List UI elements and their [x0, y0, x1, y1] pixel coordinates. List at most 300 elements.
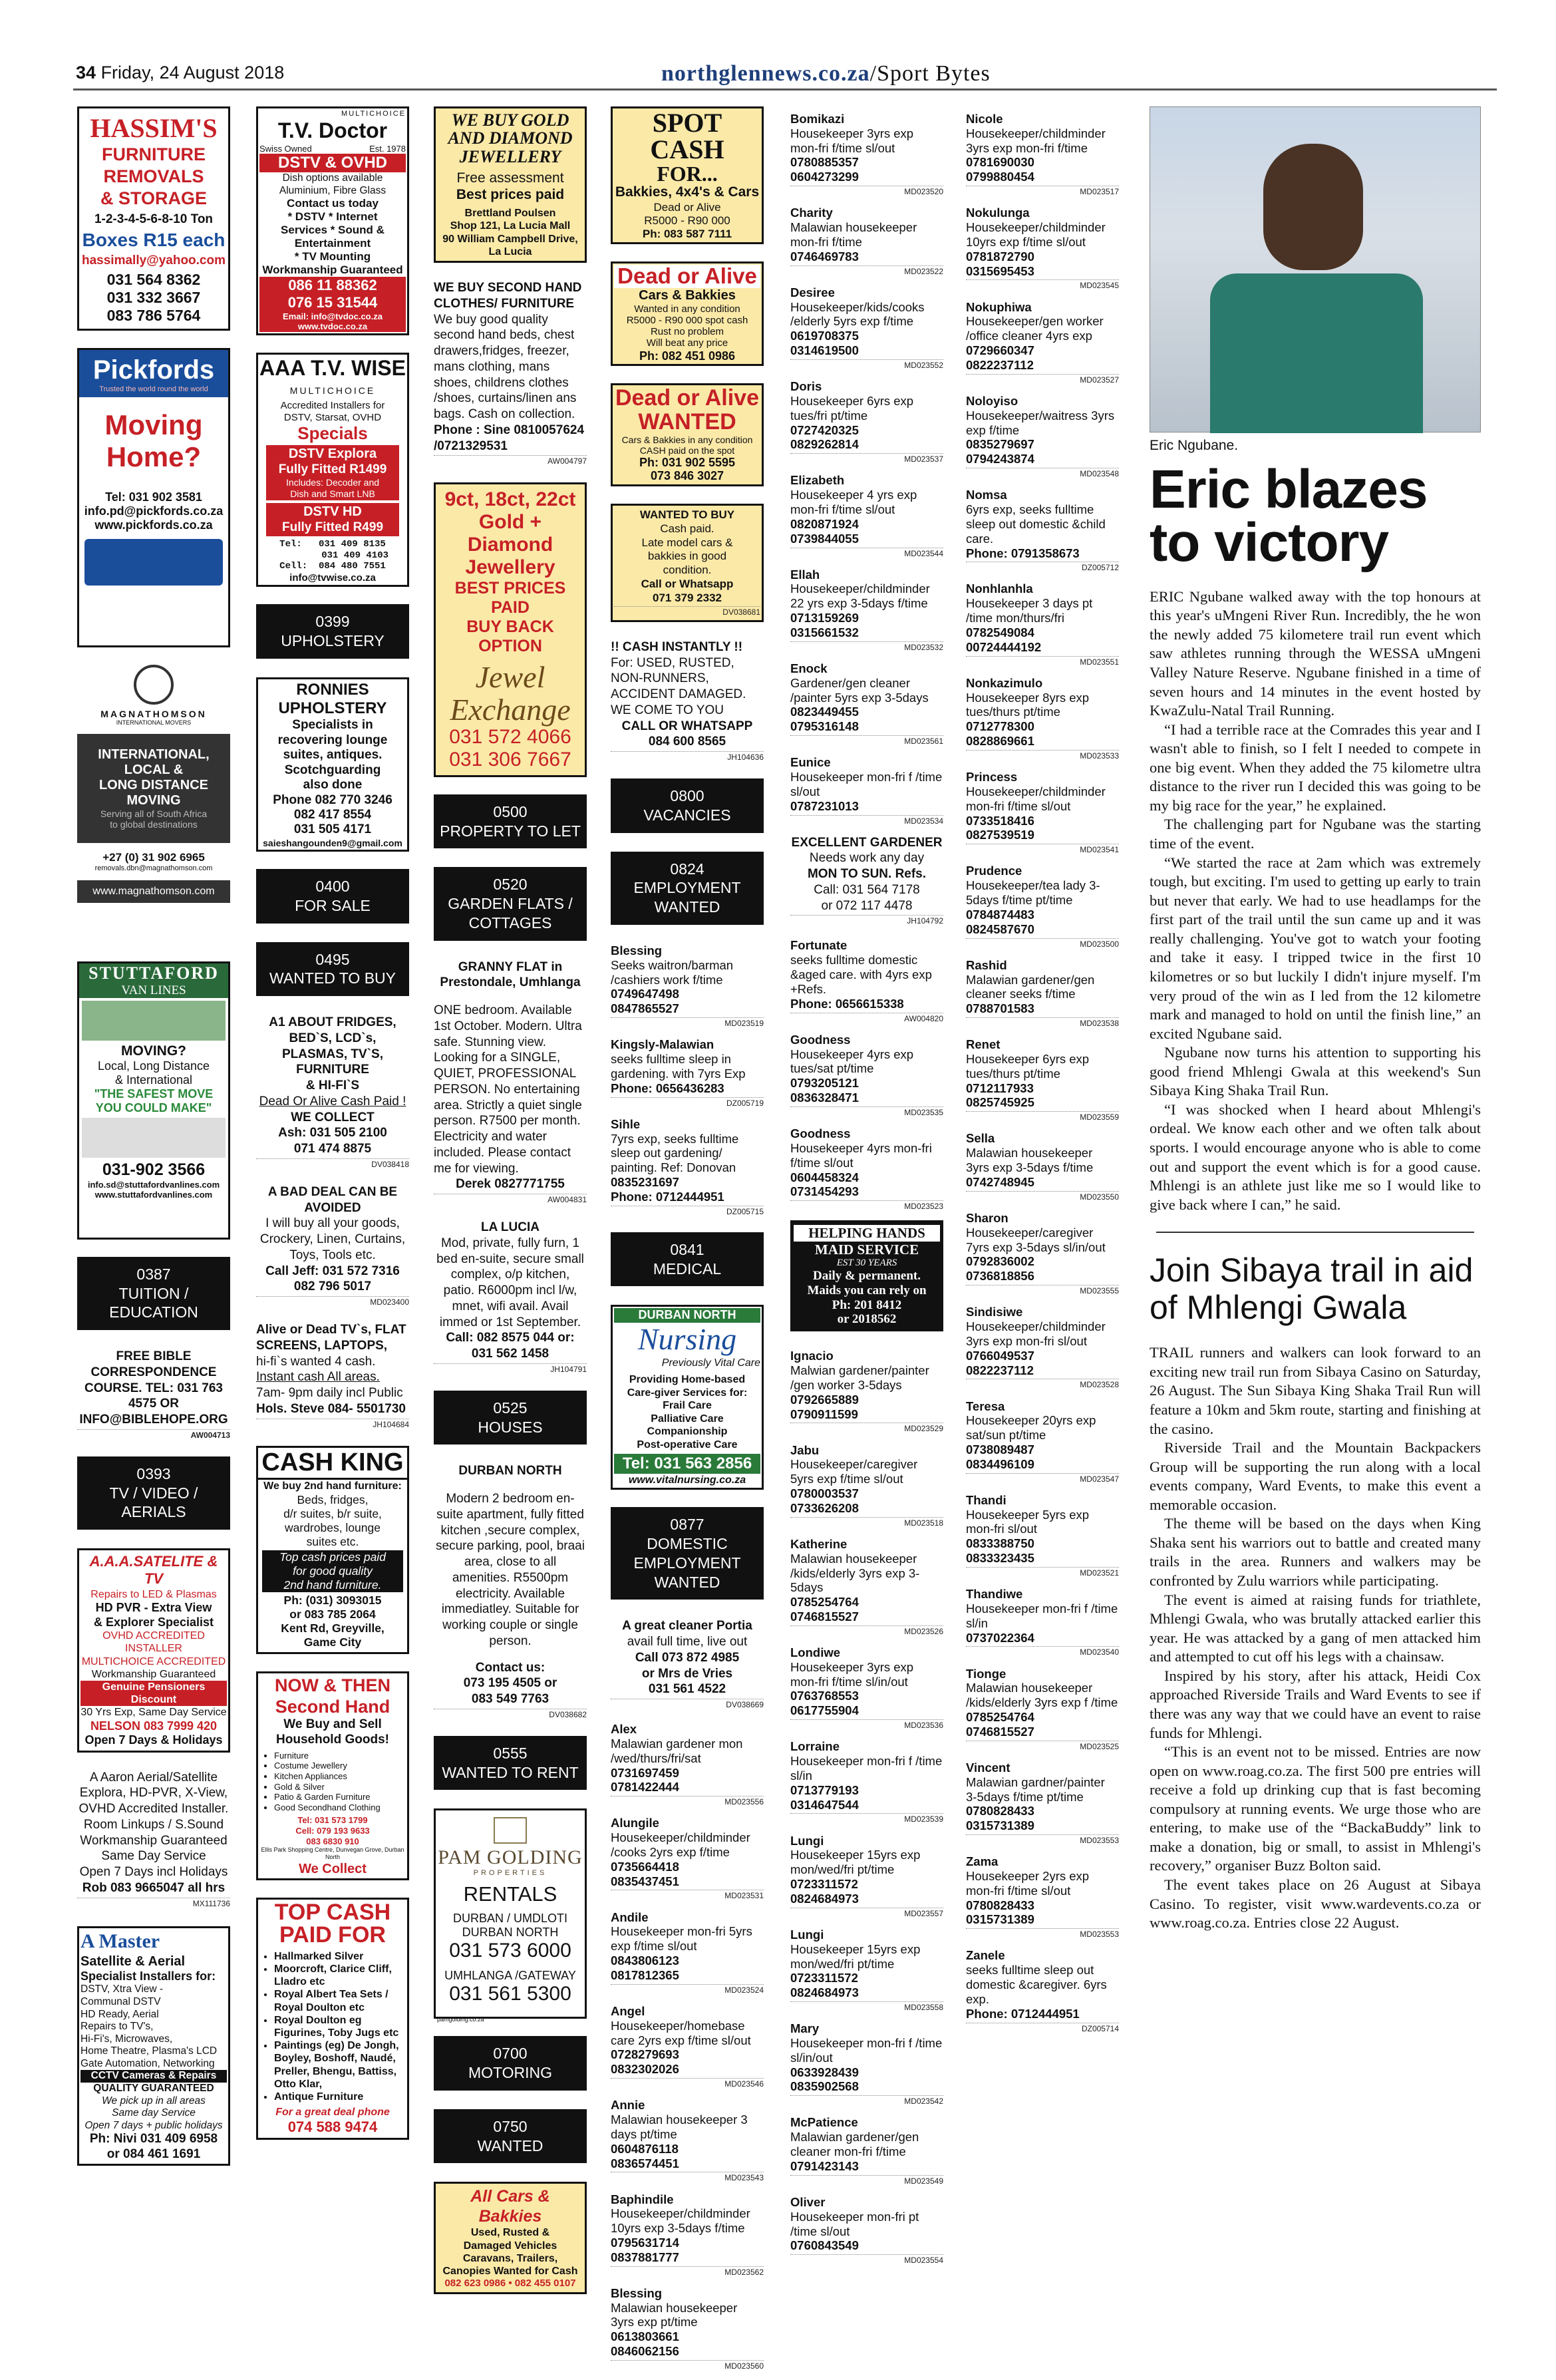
entry-ref: MD023551 — [966, 656, 1119, 667]
entry-phone: 0785254764 — [966, 1710, 1034, 1725]
entry-description: Housekeeper/childminder mon-fri f/time sl/out — [966, 784, 1106, 813]
entry-ref: MD023500 — [966, 938, 1119, 949]
entry-phone: 0836574451 — [611, 2156, 679, 2170]
entry-description: Housekeeper/homebase care 2yrs exp f/time sl/out — [611, 2018, 751, 2047]
domestic-employment-list — [611, 1722, 764, 2371]
eric-ngubane-photo — [1150, 106, 1481, 432]
classified-entry — [966, 958, 1119, 1028]
entry-phone: 0794243874 — [966, 452, 1034, 466]
section-header-0555: 0555 WANTED TO RENT — [434, 1736, 587, 1790]
entry-name: Nonhlanhla — [966, 582, 1033, 596]
classified-entry — [966, 1305, 1119, 1389]
entry-name: Doris — [790, 379, 822, 394]
entry-ref: MD023561 — [790, 735, 943, 746]
classified-entry — [966, 864, 1119, 948]
entry-name: Annie — [611, 2098, 645, 2113]
pam-golding-logo-icon — [494, 1817, 527, 1844]
entry-ref: MD023552 — [790, 359, 943, 370]
entry-description: Seeks waitron/barman /cashiers work f/time — [611, 957, 734, 987]
entry-phone: 0792665889 — [790, 1392, 859, 1407]
entry-phone: 0836328471 — [790, 1091, 859, 1105]
magnathomson-logo-icon — [134, 665, 174, 705]
entry-ref: MD023534 — [790, 815, 943, 826]
entry-name: Oliver — [790, 2194, 826, 2209]
entry-phone: 0713779193 — [790, 1783, 859, 1797]
section-header-0500: 0500 PROPERTY TO LET — [434, 794, 587, 849]
entry-phone: 0315661532 — [790, 625, 859, 639]
entry-ref: MD023553 — [966, 1834, 1119, 1845]
pickfords-ad: Pickfords Trusted the world round the world Moving Home? Tel: 031 902 3581 info.pd@pickfords.co.za www.pickfords.co.za — [77, 348, 230, 647]
classified-entry — [790, 285, 943, 370]
entry-description: Housekeeper 2yrs exp mon-fri f/time sl/out — [966, 1868, 1090, 1898]
classifieds-column-6 — [966, 112, 1119, 2043]
entry-phone: 0736818856 — [966, 1269, 1034, 1283]
entry-description: Housekeeper/kids/cooks /elderly 5yrs exp f/time — [790, 299, 925, 329]
list-item: • Good Secondhand Clothing — [274, 1802, 403, 1813]
entry-phone: 0835231697 — [611, 1175, 679, 1190]
classified-entry — [966, 1493, 1119, 1578]
now-and-then-ad: NOW & THEN Second Hand We Buy and Sell Household Goods! • Furniture • Costume Jewellery • Kitchen Appliances • Gold & Silver • Patio & Garden Furniture • Good Secondhand Clothing Tel: 031 573 1799 Cell: 079 193 9633 083 6830 910 Ellis Park Shopping Centre, Dunvegan Grove, Durban North We Collect — [256, 1671, 409, 1880]
entry-phone: 0781872790 — [966, 249, 1034, 263]
headline-eric-blazes: Eric blazes to victory — [1150, 459, 1428, 574]
entry-phone: Phone: 0712444951 — [611, 1189, 724, 1204]
entry-description: Housekeeper/childminder 3yrs exp mon-fri sl/out — [966, 1319, 1106, 1348]
classified-entry — [966, 1037, 1119, 1122]
section-header-0525: 0525 HOUSES — [434, 1391, 587, 1445]
classifieds-column-4 — [611, 106, 764, 2380]
aaron-aerial-ad: A Aaron Aerial/Satellite Explora, HD-PVR, X-View, OVHD Accredited Installer. Room Linkups / S.Sound Workmanship Guaranteed Same Day Service Open 7 Days incl Holidays Rob 083 9665047 all hrs MX111736 — [77, 1770, 230, 1909]
aaa-satelite-ad: A.A.A.SATELITE & TV Repairs to LED & Plasmas HD PVR - Extra View & Explorer Specialist OVHD ACCREDITED INSTALLER MULTICHOICE ACCREDITED Workmanship Guaranteed Genuine Pensioners Discount 30 Yrs Exp, Same Day Service NELSON 083 7999 420 Open 7 Days & Holidays — [77, 1548, 230, 1753]
entry-description: Housekeeper 3yrs exp mon-fri f/time sl/out — [790, 126, 914, 155]
entry-name: Ignacio — [790, 1349, 834, 1363]
classified-entry — [790, 1834, 943, 1918]
list-item: • Royal Doulton eg Figurines, Toby Jugs etc — [274, 2014, 403, 2039]
classifieds-column-5 — [790, 112, 943, 2274]
article-body-eric — [1150, 588, 1481, 1215]
entry-name: Nomsa — [966, 488, 1007, 502]
classified-entry — [611, 943, 764, 1028]
ronnies-upholstery-ad: RONNIES UPHOLSTERY Specialists in recovering lounge suites, antiques. Scotchguarding also done Phone 082 770 3246 082 417 8554 031 505 4171 saieshangounden9@gmail.com — [256, 677, 409, 852]
gold-diamond-ad: WE BUY GOLD AND DIAMOND JEWELLERY Free assessment Best prices paid Brettland Poulsen Shop 121, La Lucia Mall 90 William Campbell Drive, La Lucia — [434, 106, 587, 263]
entry-name: Vincent — [966, 1760, 1011, 1775]
classified-entry — [966, 206, 1119, 290]
aaa-tv-wise-ad: AAA T.V. WISE MULTICHOICE Accredited Installers for DSTV, Starsat, OVHD Specials DSTV Explora Fully Fitted R1499 Includes: Decoder and Dish and Smart LNB DSTV HD Fully Fitted R499 Tel: 031 409 8135 031 409 4103 Cell: 084 480 7551 info@tvwise.co.za — [256, 353, 409, 588]
entry-phone: 0604273299 — [790, 170, 859, 184]
classified-entry — [790, 1033, 943, 1117]
entry-description: Housekeeper mon-fri pt /time sl/out — [790, 2209, 919, 2238]
classified-entry — [790, 2115, 943, 2185]
list-item: • Moorcroft, Clarice Cliff, Lladro etc — [274, 1963, 403, 1988]
classifieds-column-2 — [256, 106, 409, 2157]
list-item: • Kitchen Appliances — [274, 1771, 403, 1782]
entry-name: Princess — [966, 770, 1018, 784]
domestic-employment-list — [966, 112, 1119, 2033]
entry-name: Alungile — [611, 1816, 659, 1830]
entry-phone: 0619708375 — [790, 329, 859, 343]
dead-or-alive-ad-2: Dead or Alive WANTED Cars & Bakkies in any condition CASH paid on the spot Ph: 031 902 5595 073 846 3027 — [611, 383, 764, 486]
entry-ref: MD023550 — [966, 1191, 1119, 1202]
entry-phone: Phone: 0791358673 — [966, 546, 1080, 560]
classified-entry — [790, 1126, 943, 1211]
entry-phone: 0780828433 — [966, 1804, 1034, 1818]
entry-name: Enock — [790, 661, 828, 675]
entry-name: Jabu — [790, 1443, 820, 1457]
page-number-date: 34 Friday, 24 August 2018 — [76, 63, 285, 83]
entry-ref: MD023531 — [611, 1890, 764, 1900]
entry-ref: MD023549 — [790, 2175, 943, 2186]
list-item: • Antique Furniture — [274, 2091, 403, 2103]
entry-phone: 0835279697 — [966, 437, 1034, 452]
section-header-0841: 0841 MEDICAL — [611, 1232, 764, 1287]
article-body-sibaya — [1150, 1343, 1481, 1932]
entry-name: Fortunate — [790, 938, 848, 953]
entry-ref: MD023541 — [966, 844, 1119, 854]
entry-name: Blessing — [611, 2286, 663, 2300]
entry-ref: MD023540 — [966, 1646, 1119, 1657]
entry-description: Housekeeper/waitress 3yrs exp f/time — [966, 408, 1115, 437]
classified-entry — [966, 1667, 1119, 1751]
entry-description: Malawian gardener mon /wed/thurs/fri/sat — [611, 1736, 743, 1765]
entry-name: Nicole — [966, 112, 1003, 126]
entry-description: Malawian gardener/gen cleaner seeks f/time — [966, 972, 1095, 1001]
entry-ref: MD023526 — [790, 1625, 943, 1636]
entry-phone: 0829262814 — [790, 437, 859, 452]
entry-name: Ellah — [790, 567, 820, 582]
entry-description: Malawian housekeeper /kids/elderly 3yrs exp f /time — [966, 1681, 1118, 1710]
entry-ref: MD023525 — [966, 1741, 1119, 1751]
entry-phone: 0792836002 — [966, 1254, 1034, 1269]
entry-name: Zanele — [966, 1948, 1005, 1963]
entry-description: Housekeeper/childminder /cooks 2yrs exp f/time — [611, 1830, 750, 1859]
entry-phone: 0837881777 — [611, 2250, 679, 2264]
entry-phone: 0823449455 — [790, 705, 859, 719]
entry-ref: MD023521 — [966, 1567, 1119, 1578]
entry-phone: 0835437451 — [611, 1874, 679, 1888]
list-item: • Royal Albert Tea Sets / Royal Doulton etc — [274, 1988, 403, 2013]
classified-entry — [966, 582, 1119, 666]
entry-name: Thandi — [966, 1492, 1007, 1507]
entry-phone: 0795316148 — [790, 719, 859, 734]
now-and-then-items — [274, 1751, 403, 1813]
entry-description: Housekeeper 15yrs exp mon/wed/fri pt/time — [790, 1942, 921, 1971]
article-paragraph: “I had a terrible race at the Comrades this year and I wasn't able to finish, so I felt I needed to compete in one big event. When they added the 75 kilometre ultra distance to the river run I decided this was going to be my big race for the year,” he explained. — [1150, 721, 1481, 814]
classified-entry — [790, 2195, 943, 2265]
entry-description: Housekeeper/caregiver 5yrs exp f/time sl/out — [790, 1457, 918, 1486]
entry-description: Housekeeper/gen worker /office cleaner 4yrs exp — [966, 314, 1104, 343]
entry-name: Sihle — [611, 1116, 641, 1131]
entry-ref: MD023528 — [966, 1379, 1119, 1389]
article-paragraph: The event takes place on 26 August at Sibaya Casino. To register, visit www.wardevents.co.za or www.roag.co.za. Entries close 22 August. — [1150, 1876, 1481, 1932]
entry-name: Prudence — [966, 864, 1022, 878]
entry-name: Zama — [966, 1854, 999, 1869]
classified-entry — [966, 1761, 1119, 1845]
classified-entry — [790, 568, 943, 652]
domestic-employment-list — [790, 938, 943, 1211]
entry-name: Kingsly-Malawian — [611, 1037, 714, 1052]
entry-ref: MD023533 — [966, 750, 1119, 761]
section-header-0700: 0700 MOTORING — [434, 2036, 587, 2091]
entry-phone: 0314647544 — [790, 1797, 859, 1812]
entry-phone: 0820871924 — [790, 516, 859, 531]
athlete-shirt-shape — [1210, 273, 1423, 433]
entry-description: seeks fulltime sleep out domestic &caregiver. 6yrs exp. — [966, 1963, 1107, 2006]
classified-entry — [966, 394, 1119, 478]
entry-phone: 0793205121 — [790, 1076, 859, 1091]
entry-phone: 0833388750 — [966, 1536, 1034, 1551]
a1-fridges-ad: A1 ABOUT FRIDGES, BED`S, LCD`s, PLASMAS, TV`S, FURNITURE & HI-FI`S Dead Or Alive Cash Paid ! WE COLLECT Ash: 031 505 2100 071 474 8875 DV038418 — [256, 1015, 409, 1170]
durban-north-nursing-ad: DURBAN NORTH Nursing Previously Vital Care Providing Home-based Care-giver Services for: Frail Care Palliative Care Companionship Post-operative Care Tel: 031 563 2856 www.vitalnursing.co.za — [611, 1305, 764, 1490]
entry-phone: 0760843549 — [790, 2238, 859, 2253]
second-hand-clothes-ad: WE BUY SECOND HAND CLOTHES/ FURNITURE We buy good quality second hand beds, chest drawers,fridges, freezer, mans clothing, mans shoes, childrens clothes /shoes, curtains/linen ans bags. Cash on collection. Phone : Sine 0810057624 /0721329531 AW004797 — [434, 281, 587, 466]
entry-phone: 0315731389 — [966, 1818, 1034, 1833]
entry-phone: 0825745925 — [966, 1095, 1034, 1110]
classified-entry — [790, 1645, 943, 1730]
entry-phone: 00724444192 — [966, 639, 1042, 654]
classifieds-column-1 — [77, 106, 230, 2183]
classified-entry — [790, 661, 943, 746]
entry-description: Housekeeper/tea lady 3-5days f/time pt/time — [966, 878, 1100, 908]
entry-description: Housekeeper 6yrs exp tues/fri pt/time — [790, 393, 914, 423]
athlete-head-shape — [1263, 144, 1363, 270]
entry-phone: 0780885357 — [790, 155, 859, 170]
entry-description: Housekeeper mon-fri 5yrs exp f/time sl/out — [611, 1924, 752, 1954]
entry-ref: MD023517 — [966, 186, 1119, 196]
entry-ref: MD023538 — [966, 1017, 1119, 1028]
entry-name: Charity — [790, 206, 833, 220]
classified-entry — [790, 1739, 943, 1824]
entry-name: Sella — [966, 1131, 995, 1146]
entry-description: Malawian gardener/gen cleaner mon-fri f/time — [790, 2130, 919, 2159]
entry-phone: 0314619500 — [790, 343, 859, 358]
entry-description: Malawian housekeeper /kids/elderly 3yrs exp 3-5days — [790, 1551, 920, 1595]
entry-phone: Phone: 0656615338 — [790, 996, 904, 1011]
entry-phone: 0315731389 — [966, 1912, 1034, 1927]
entry-description: seeks fulltime sleep in gardening. with 7yrs Exp — [611, 1052, 746, 1081]
entry-phone: 0604458324 — [790, 1170, 859, 1184]
article-paragraph: “We started the race at 2am which was extremely tough, but exciting. I'm used to getting up early to train but never that early. We had to use headlamps for the first part of the trail until the sun came up and it was really challenging. You've got to watch your footing and take it easy. I tripped twice in the first 10 kilometres or so but luckily I didn't injure myself. I'm very proud of the win as I led from the 12 kilometre mark and managed to hold on until the finish line,” an excited Ngubane said. — [1150, 854, 1481, 1042]
entry-ref: MD023535 — [790, 1106, 943, 1117]
entry-ref: MD023523 — [790, 1200, 943, 1211]
entry-description: 6yrs exp, seeks fulltime sleep out domestic &child care. — [966, 502, 1106, 546]
entry-description: Housekeeper 15yrs exp mon/wed/fri pt/time — [790, 1848, 921, 1877]
entry-ref: MD023544 — [790, 548, 943, 558]
section-header-0400: 0400 FOR SALE — [256, 869, 409, 924]
entry-name: Alex — [611, 1722, 637, 1737]
entry-name: Lungi — [790, 1927, 824, 1942]
classified-entry — [790, 206, 943, 275]
bible-course-ad: FREE BIBLE CORRESPONDENCE COURSE. TEL: 031 763 4575 OR INFO@BIBLEHOPE.ORG AW004713 — [77, 1349, 230, 1441]
classified-entry — [790, 1537, 943, 1636]
entry-phone: 0782549084 — [966, 625, 1034, 639]
entry-ref: MD023518 — [790, 1517, 943, 1528]
classified-entry — [611, 2098, 764, 2182]
entry-ref: MD023547 — [966, 1473, 1119, 1484]
entry-phone: 0784874483 — [966, 907, 1034, 922]
entry-name: Nokulunga — [966, 206, 1030, 220]
page-header — [73, 61, 1497, 90]
entry-description: Housekeeper 6yrs exp tues/thurs pt/time — [966, 1051, 1090, 1081]
classified-entry — [966, 1399, 1119, 1484]
section-header-0520: 0520 GARDEN FLATS / COTTAGES — [434, 867, 587, 940]
article-paragraph: Inspired by his story, after his attack, Heidi Cox approached Riverside Trails and Ward Events to see if there was any way that we could have an event to raise funds for Mhlengi. — [1150, 1667, 1481, 1741]
article-paragraph: “I was shocked when I heard about Mhlengi's ordeal. We know each other and we often talk about sports. I would encourage anyone who is able to come out and support the event which is for a good cause. Mhlengi is an athlete just like me so I would like to give back where I can,” he said. — [1150, 1101, 1481, 1213]
portia-cleaner-ad: A great cleaner Portia avail full time, live out Call 073 872 4985 or Mrs de Vries 031 561 4522 DV038669 — [611, 1618, 764, 1710]
entry-ref: MD023527 — [966, 374, 1119, 385]
entry-name: Sharon — [966, 1210, 1009, 1225]
entry-phone: 0746815527 — [790, 1610, 859, 1623]
classified-entry — [966, 300, 1119, 385]
entry-phone: 0817812365 — [611, 1967, 679, 1982]
cash-instantly-ad: !! CASH INSTANTLY !! For: USED, RUSTED, NON-RUNNERS, ACCIDENT DAMAGED. WE COME TO YOU CALL OR WHATSAPP 084 600 8565 JH104636 — [611, 639, 764, 763]
article-paragraph: The theme will be based on the days when King Shaka sent his warriors out to battle and created many trails in the area. Runners and walkers may be confronted by Zulu warriors while participating. — [1150, 1515, 1481, 1590]
entry-phone: 0746469783 — [790, 249, 859, 263]
classified-entry — [966, 1854, 1119, 1939]
entry-phone: Phone: 0656436283 — [611, 1081, 724, 1095]
entry-phone: 0617755904 — [790, 1703, 859, 1718]
entry-description: Housekeeper 20yrs exp sat/sun pt/time — [966, 1413, 1096, 1443]
classified-entry — [966, 1587, 1119, 1657]
entry-ref: AW004820 — [790, 1013, 943, 1023]
entry-ref: MD023522 — [790, 265, 943, 276]
entry-name: Tionge — [966, 1666, 1007, 1681]
entry-description: Gardener/gen cleaner /painter 5yrs exp 3-5days — [790, 675, 929, 705]
entry-phone: 0712778300 — [966, 719, 1034, 734]
entry-ref: MD023529 — [790, 1423, 943, 1433]
domestic-employment-list — [790, 1349, 943, 2265]
entry-phone: 0733626208 — [790, 1500, 859, 1515]
entry-phone: 0787231013 — [790, 798, 859, 813]
article-paragraph: Riverside Trail and the Mountain Backpackers Group will be supporting the run along with a local events company, Ward Events, to make this event a memorable occasion. — [1150, 1439, 1481, 1513]
entry-ref: MD023539 — [790, 1813, 943, 1824]
entry-phone: 0712117933 — [966, 1081, 1034, 1095]
entry-name: Noloyiso — [966, 393, 1018, 408]
sport-articles-column — [1150, 106, 1481, 1933]
entry-ref: MD023560 — [611, 2360, 764, 2371]
entry-phone: 0795631714 — [611, 2235, 679, 2250]
article-paragraph: TRAIL runners and walkers can look forward to an exciting new trail run from Sibaya Casino on Saturday, 26 August. The Sun Sibaya King Shaka Trail Run will feature a 10km and 5km route, starting and finishing at the casino. — [1150, 1344, 1481, 1437]
entry-name: Thandiwe — [966, 1587, 1023, 1602]
classified-entry — [790, 2021, 943, 2106]
entry-description: Housekeeper/childminder 10yrs exp 3-5days f/time — [611, 2206, 750, 2236]
classified-entry — [966, 676, 1119, 761]
list-item: • Furniture — [274, 1751, 403, 1761]
list-item: • Patio & Garden Furniture — [274, 1792, 403, 1802]
entry-phone: 0723311572 — [790, 1877, 858, 1892]
truck-image — [82, 1118, 226, 1158]
headline-join-sibaya: Join Sibaya trail in aid of Mhlengi Gwala — [1150, 1252, 1474, 1327]
entry-ref: MD023545 — [966, 279, 1119, 290]
entry-phone: 0832302026 — [611, 2062, 679, 2077]
entry-description: Malawian gardner/painter 3-5days f/time pt/time — [966, 1775, 1105, 1804]
section-header-0877: 0877 DOMESTIC EMPLOYMENT WANTED — [611, 1507, 764, 1600]
entry-phone: 0604876118 — [611, 2141, 679, 2156]
entry-ref: MD023557 — [790, 1908, 943, 1918]
entry-phone: Phone: 0712444951 — [966, 2006, 1080, 2021]
classified-entry — [966, 1211, 1119, 1295]
entry-phone: 0791423143 — [790, 2158, 859, 2173]
stuttaford-ad: STUTTAFORD VAN LINES MOVING? Local, Long Distance & International "THE SAFEST MOVE YOU COULD MAKE" 031-902 3566 info.sd@stuttafordvanlines.com www.stuttafordvanlines.com — [77, 961, 230, 1240]
entry-description: Housekeeper 3yrs exp mon-fri f/time sl/in/out — [790, 1659, 914, 1689]
classified-entry — [790, 112, 943, 196]
entry-name: Renet — [966, 1037, 1001, 1052]
entry-phone: 0733518416 — [966, 813, 1034, 828]
entry-name: Sindisiwe — [966, 1305, 1023, 1319]
entry-name: Angel — [611, 2003, 645, 2018]
classified-entry — [611, 1117, 764, 1216]
entry-name: Nonkazimulo — [966, 675, 1043, 690]
durban-north-house-ad: DURBAN NORTH Modern 2 bedroom en-suite apartment, fully fitted kitchen ,secure complex, secure parking, pool, braai area, close to all amenities. R5500pm electricity. Available immediatley. Suitable for working couple or single person. Contact us: 073 195 4505 or 083 549 7763 DV038682 — [434, 1463, 587, 1720]
entry-description: Housekeeper mon-fri f /time sl/in/out — [790, 2036, 943, 2065]
entry-ref: MD023562 — [611, 2266, 764, 2277]
section-header-0393: 0393 TV / VIDEO / AERIALS — [77, 1456, 230, 1530]
entry-name: Rashid — [966, 957, 1007, 972]
article-paragraph: ERIC Ngubane walked away with the top honours at this year's uMngeni River Run. Incredibly, the he won the newly added 75 kilometere trail run event which saw athletes running through the WESSA uMngeni Valley Nature Reserve. Ngubane finished in a time of seven hours and 14 minutes in the event hosted by KwaZulu-Natal Trail Running. — [1150, 588, 1481, 719]
classified-entry — [966, 1131, 1119, 1201]
entry-phone: 0780003537 — [790, 1486, 859, 1501]
wanted-to-buy-cars-ad: WANTED TO BUY Cash paid. Late model cars & bakkies in good condition. Call or Whatsapp 071 379 2332 DV038681 — [611, 504, 764, 622]
entry-phone: 0766049537 — [966, 1348, 1034, 1363]
entry-description: Housekeeper/childminder 3yrs exp mon-fri f/time — [966, 126, 1106, 155]
entry-description: Housekeeper 8yrs exp tues/thurs pt/time — [966, 690, 1090, 719]
entry-ref: MD023520 — [790, 186, 943, 196]
entry-name: Mary — [790, 2021, 820, 2036]
entry-description: Malwian gardener/painter /gen worker 3-5days — [790, 1363, 929, 1392]
entry-phone: 0843806123 — [611, 1954, 679, 1968]
entry-ref: MD023524 — [611, 1984, 764, 1995]
classified-entry — [790, 1349, 943, 1433]
classified-entry — [790, 938, 943, 1023]
classified-entry — [611, 1722, 764, 1806]
la-lucia-ad: LA LUCIA Mod, private, fully furn, 1 bed en-suite, secure small complex, o/p kitchen, patio. R6000pm incl l/w, mnet, wifi avail. Avail immed or 1st September. Call: 082 8575 044 or: 031 562 1458 JH104791 — [434, 1220, 587, 1375]
entry-name: Nokuphiwa — [966, 299, 1032, 314]
classified-entry — [790, 1443, 943, 1528]
entry-description: Housekeeper 4 yrs exp mon-fri f/time sl/out — [790, 488, 917, 517]
entry-name: Andile — [611, 1910, 649, 1924]
entry-name: Katherine — [790, 1536, 848, 1551]
classified-entry — [790, 379, 943, 464]
entry-phone: 0729660347 — [966, 343, 1034, 358]
entry-ref: MD023553 — [966, 1928, 1119, 1939]
site-name[interactable]: northglennews.co.za/Sport Bytes — [661, 61, 991, 86]
entry-phone: 0833323435 — [966, 1551, 1034, 1566]
entry-name: Goodness — [790, 1126, 851, 1141]
entry-ref: MD023537 — [790, 453, 943, 464]
classified-entry — [611, 2004, 764, 2089]
article-paragraph: “This is an event not to be missed. Entries are now open on www.roag.co.za. The first 500 pre entries will receive a fold up drinking cup that is fast becoming compulsory at running events. We urge those who are entering, to make use of the “BackaBuddy” link to make a donation, big or small, to assist in Mhlengi's recovery,” organiser Buzz Bolton said. — [1150, 1743, 1481, 1874]
classified-entry — [790, 1928, 943, 2012]
entry-phone: 0781690030 — [966, 155, 1034, 170]
list-item: • Gold & Silver — [274, 1782, 403, 1792]
entry-phone: 0746815527 — [966, 1724, 1034, 1739]
entry-phone: 0824587670 — [966, 922, 1034, 936]
entry-ref: MD023519 — [611, 1017, 764, 1028]
entry-description: Housekeeper 4yrs mon-fri f/time sl/out — [790, 1140, 932, 1170]
classified-entry — [966, 1948, 1119, 2033]
entry-ref: MD023548 — [966, 468, 1119, 478]
entry-phone: 0824684973 — [790, 1985, 859, 2000]
classified-entry — [611, 2192, 764, 2277]
helping-hands-ad: HELPING HANDS MAID SERVICE EST 30 YEARS Daily & permanent. Maids you can rely on Ph: 201 8412 or 2018562 — [790, 1220, 943, 1331]
jewel-exchange-ad: 9ct, 18ct, 22ct Gold + Diamond Jewellery BEST PRICES PAID BUY BACK OPTION Jewel Exchange 031 572 4066 031 306 7667 — [434, 482, 587, 777]
entry-phone: 0790911599 — [790, 1407, 858, 1421]
entry-description: Housekeeper mon-fri f /time sl/out — [790, 770, 943, 798]
domestic-employment-list — [790, 112, 943, 826]
a-master-satellite-ad: A Master Satellite & Aerial Specialist Installers for: DSTV, Xtra View - Communal DSTV HD Ready, Aerial Repairs to TV's, Hi-Fi's, Microwaves, Home Theatre, Plasma's LCD Gate Automation, Networking CCTV Cameras & Repairs QUALITY GUARANTEED We pick up in all areas Same day Service Open 7 days + public holidays Ph: Nivi 031 409 6958 or 084 461 1691 — [77, 1926, 230, 2166]
entry-description: Housekeeper mon-fri f /time sl/in — [966, 1601, 1118, 1630]
article-paragraph: The event is aimed at raising funds for triathlete, Mhlengi Gwala, who was brutally attacked earlier this year. He was attacked by a gang of men attacked him and attempted to cut off his legs with a chainsaw. — [1150, 1591, 1481, 1665]
entry-ref: MD023554 — [790, 2254, 943, 2265]
dead-or-alive-ad-1: Dead or Alive Cars & Bakkies Wanted in any condition R5000 - R90 000 spot cash Rust no problem Will beat any price Ph: 082 451 0986 — [611, 261, 764, 366]
